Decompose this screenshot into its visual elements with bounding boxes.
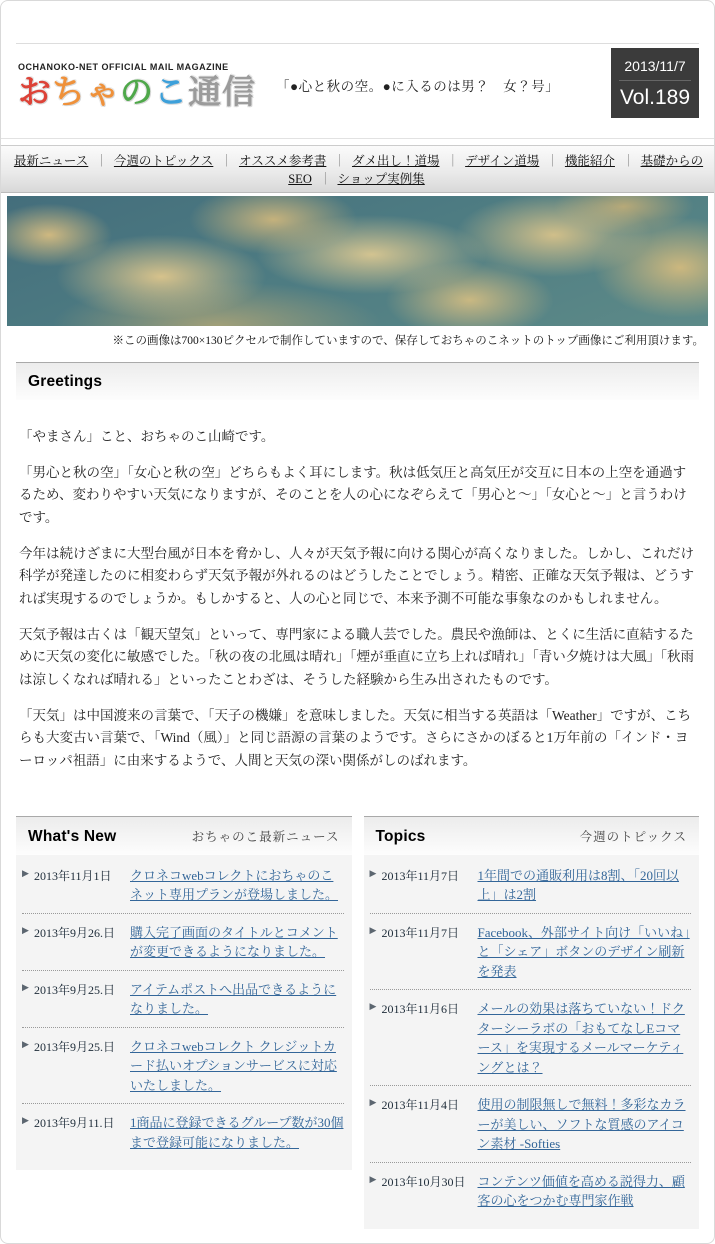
list-item xyxy=(22,857,344,914)
list-item xyxy=(370,990,692,1086)
topics-column xyxy=(364,816,700,1229)
item-date: 2013年9月25.日 xyxy=(34,982,116,997)
logo-char: ゃ xyxy=(86,73,120,110)
bullet-arrow-icon: ▶ xyxy=(369,1174,377,1185)
bullet-arrow-icon: ▶ xyxy=(22,982,29,993)
list-item xyxy=(370,857,692,914)
item-link[interactable]: 購入完了画面のタイトルとコメントが変更できるようになりました。 xyxy=(130,924,338,960)
logo-char: 通 xyxy=(188,73,222,110)
logo-char: こ xyxy=(154,73,188,110)
nav-link-shop-examples[interactable]: ｜ ショップ実例集 xyxy=(319,172,425,186)
item-date: 2013年9月25.日 xyxy=(34,1039,116,1054)
topics-header xyxy=(364,816,700,855)
nav-link-damedashi[interactable]: ｜ ダメ出し！道場 xyxy=(333,154,439,168)
item-link[interactable]: クロネコwebコレクト クレジットカード払いオプションサービスに対応いたしました。 xyxy=(130,1038,337,1093)
item-link[interactable]: Facebook、外部サイト向け「いいね」と「シェア」ボタンのデザイン刷新を発表 xyxy=(477,924,690,979)
ochanoko-logo xyxy=(18,73,256,110)
list-item xyxy=(370,1086,692,1163)
topics-title: Topics xyxy=(375,827,426,845)
issue-number-box xyxy=(611,48,699,118)
item-date: 2013年11月7日 xyxy=(381,868,460,883)
item-date: 2013年11月6日 xyxy=(381,1002,460,1017)
greetings-paragraph: 「天気」は中国渡来の言葉で、「天子の機嫌」を意味しました。天気に相当する英語は「Weather」ですが、こちらも大変古い言葉で、「Wind（風）」と同じ語源の言葉のようです。さらにさかのぼると1万年前の「インド・ヨーロッパ祖語」に由来するようで、人間と天気の深い関係がしのばれます。 xyxy=(19,707,692,769)
nav-link-news[interactable]: 最新ニュース xyxy=(13,154,89,168)
bullet-arrow-icon: ▶ xyxy=(369,868,377,879)
bullet-arrow-icon: ▶ xyxy=(369,1098,377,1109)
nav-link-topics[interactable]: ｜ 今週のトピックス xyxy=(95,154,213,168)
issue-volume: Vol.189 xyxy=(619,86,691,109)
item-link[interactable]: アイテムポストへ出品できるようになりました。 xyxy=(130,981,337,1017)
topics-subtitle: 今週のトピックス xyxy=(579,829,687,844)
item-link[interactable]: メールの効果は落ちていない！ドクターシーラボの「おもてなしEコマース」を実現するメールマーケティングとは？ xyxy=(477,1001,685,1075)
hero-sky-image xyxy=(7,196,708,326)
issue-theme-title: 「●心と秋の空。●に入るのは男？ 女？号」 xyxy=(276,79,560,94)
list-item xyxy=(22,1028,344,1105)
greetings-paragraph: 「男心と秋の空」「女心と秋の空」どちらもよく耳にします。秋は低気圧と高気圧が交互に日本の上空を通過するため、変わりやすい天気になりますが、そのことを人の心になぞらえて「男心と～」「女心と～」と言うわけです。 xyxy=(19,464,687,526)
header-divider xyxy=(1,138,714,139)
bullet-arrow-icon: ▶ xyxy=(369,925,377,936)
whats-new-header xyxy=(16,816,352,855)
item-date: 2013年9月26.日 xyxy=(34,925,116,940)
item-date: 2013年11月7日 xyxy=(381,925,460,940)
whats-new-list xyxy=(16,855,352,1171)
bullet-arrow-icon: ▶ xyxy=(22,1116,29,1127)
greetings-paragraph: 「やまさん」こと、おちゃのこ山崎です。 xyxy=(19,429,275,444)
nav-link-features[interactable]: ｜ 機能紹介 xyxy=(546,154,615,168)
item-date: 2013年11月4日 xyxy=(381,1098,460,1113)
nav-link-seo[interactable]: ｜ 基礎からのSEO xyxy=(288,154,703,186)
greetings-paragraph: 今年は続けざまに大型台風が日本を脅かし、人々が天気予報に向ける関心が高くなりました。しかし、これだけ科学が発達したのに相変わらず天気予報が外れるのはどうしたことでしょう。精密、正確な天気予報は、どうすれば実現するのでしょうか。もしかすると、人の心と同じで、本来予測不可能な事象なのかもしれません。 xyxy=(19,545,694,607)
greetings-header xyxy=(16,362,699,400)
item-link[interactable]: クロネコwebコレクトにおちゃのこネット専用プランが登場しました。 xyxy=(130,867,339,903)
item-date: 2013年10月30日 xyxy=(381,1174,466,1189)
item-link[interactable]: コンテンツ価値を高める説得力、顧客の心をつかむ専門家作戦 xyxy=(477,1173,685,1209)
whats-new-title: What's New xyxy=(28,827,117,845)
item-link[interactable]: 使用の制限無しで無料！多彩なカラーが美しい、ソフトな質感のアイコン素材 -Softies xyxy=(477,1097,686,1152)
news-columns xyxy=(16,816,699,1229)
greetings-paragraph: 天気予報は古くは「観天望気」といって、専門家による職人芸でした。農民や漁師は、とくに生活に直結するために天気の変化に敏感でした。「秋の夜の北風は晴れ」「煙が垂直に立ち上れば晴れ」「青い夕焼けは大風」「秋雨は涼しくなれば晴れる」といったことわざは、そうした経験から生み出されたものです。 xyxy=(19,626,694,688)
bullet-arrow-icon: ▶ xyxy=(369,1002,377,1013)
logo-char: ち xyxy=(52,73,86,110)
greetings-body xyxy=(1,400,714,794)
list-item xyxy=(22,971,344,1028)
whats-new-column xyxy=(16,816,352,1171)
nav-link-books[interactable]: ｜ オススメ参考書 xyxy=(220,154,326,168)
whats-new-subtitle: おちゃのこ最新ニュース xyxy=(191,829,340,844)
item-date: 2013年11月1日 xyxy=(34,868,112,883)
list-item xyxy=(22,1104,344,1160)
nav-link-design[interactable]: ｜ デザイン道場 xyxy=(447,154,540,168)
hero-caption: ※この画像は700×130ピクセルで制作していますので、保存しておちゃのこネットのトップ画像にご利用頂けます。 xyxy=(112,335,704,347)
main-nav xyxy=(1,145,714,193)
list-item xyxy=(22,914,344,971)
magazine-kicker: OCHANOKO-NET OFFICIAL MAIL MAGAZINE xyxy=(18,62,229,72)
bullet-arrow-icon: ▶ xyxy=(22,868,29,879)
item-date: 2013年9月11.日 xyxy=(34,1116,115,1131)
greetings-title: Greetings xyxy=(28,373,103,390)
topics-list xyxy=(364,855,700,1229)
brand-block xyxy=(18,62,256,110)
masthead xyxy=(16,43,699,130)
logo-char: の xyxy=(120,73,154,110)
bullet-arrow-icon: ▶ xyxy=(22,1039,29,1050)
bullet-arrow-icon: ▶ xyxy=(22,925,29,936)
list-item xyxy=(370,1163,692,1219)
item-link[interactable]: 1商品に登録できるグループ数が30個まで登録可能になりました。 xyxy=(130,1115,344,1150)
logo-char: お xyxy=(18,73,52,110)
logo-char: 信 xyxy=(222,73,256,110)
item-link[interactable]: 1年間での通販利用は8割、「20回以上」は2割 xyxy=(477,867,680,903)
list-item xyxy=(370,914,692,991)
issue-date: 2013/11/7 xyxy=(619,56,691,81)
